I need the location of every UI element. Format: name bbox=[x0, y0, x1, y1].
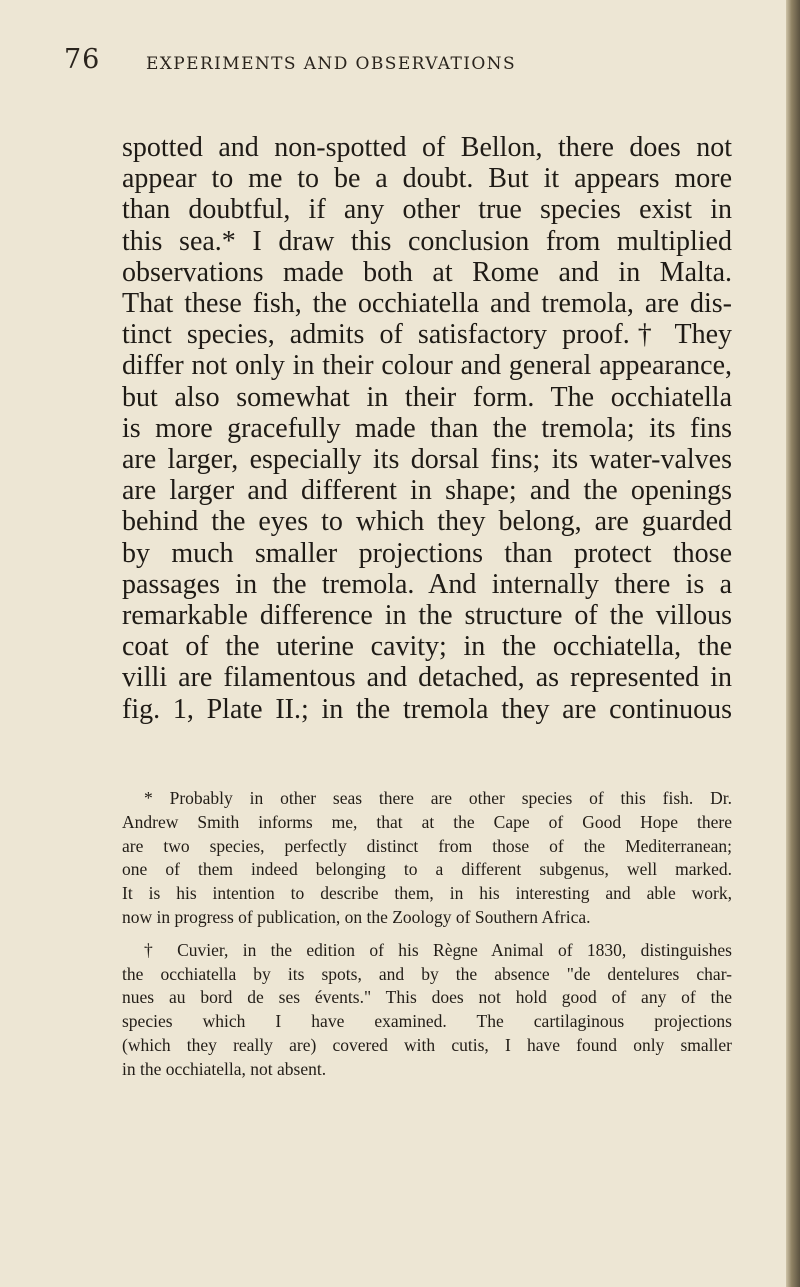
footnote-asterisk bbox=[122, 787, 732, 930]
body-line: passages in the tremola. And internally there is a bbox=[122, 568, 732, 600]
body-line: tinct species, admits of satisfactory proof.† They bbox=[122, 319, 732, 351]
body-line: coat of the uterine cavity; in the occhiatella, the bbox=[122, 631, 732, 663]
footnote-line: * Probably in other seas there are other species of this fish. Dr. bbox=[144, 788, 732, 808]
footnote-line: Andrew Smith informs me, that at the Cape of Good Hope there bbox=[122, 811, 732, 832]
footnotes bbox=[122, 787, 732, 1091]
body-line: spotted and non-spotted of Bellon, there does not bbox=[122, 132, 732, 163]
body-line: differ not only in their colour and general appearance, bbox=[122, 350, 732, 382]
footnote-line: one of them indeed belonging to a different subgenus, well marked. bbox=[122, 859, 732, 880]
footnote-line: now in progress of publication, on the Zoology of Southern Africa. bbox=[122, 906, 591, 927]
body-line: That these fish, the occhiatella and tremola, are dis- bbox=[122, 288, 732, 320]
page-number: 76 bbox=[64, 44, 101, 75]
footnote-line: are two species, perfectly distinct from those of the Mediterranean; bbox=[122, 835, 732, 856]
body-line: behind the eyes to which they belong, are guarded bbox=[122, 506, 732, 538]
footnote-line: in the occhiatella, not absent. bbox=[122, 1058, 327, 1079]
body-line: but also somewhat in their form. The occhiatella bbox=[122, 381, 732, 413]
footnote-line: species which I have examined. The cartilaginous projections bbox=[122, 1011, 732, 1032]
footnote-line: nues au bord de ses évents." This does not hold good of any of the bbox=[122, 987, 732, 1008]
body-line: villi are filamentous and detached, as represented in bbox=[122, 662, 732, 694]
running-head: EXPERIMENTS AND OBSERVATIONS bbox=[146, 54, 517, 74]
page-edge-shadow bbox=[786, 0, 800, 1287]
footnote-line: † Cuvier, in the edition of his Règne Animal of 1830, distinguishes bbox=[144, 939, 732, 960]
footnote-line: the occhiatella by its spots, and by the absence "de dentelures char- bbox=[122, 963, 732, 984]
body-line: is more gracefully made than the tremola; its fins bbox=[122, 412, 732, 444]
body-line: than doubtful, if any other true species exist in bbox=[122, 194, 732, 226]
body-line: this sea.* I draw this conclusion from multiplied bbox=[122, 225, 732, 257]
body-line: are larger, especially its dorsal fins; its water-valves bbox=[122, 444, 732, 476]
body-line: remarkable difference in the structure of the villous bbox=[122, 600, 732, 632]
body-line: observations made both at Rome and in Malta. bbox=[122, 256, 732, 288]
footnote-line: (which they really are) covered with cutis, I have found only smaller bbox=[122, 1034, 732, 1055]
body-line: are larger and different in shape; and the openings bbox=[122, 475, 732, 507]
footnote-dagger bbox=[122, 939, 732, 1082]
body-line: fig. 1, Plate II.; in the tremola they are continuous bbox=[122, 693, 732, 725]
body-line: appear to me to be a doubt. But it appears more bbox=[122, 163, 732, 195]
body-text bbox=[122, 132, 732, 725]
footnote-line: It is his intention to describe them, in his interesting and able work, bbox=[122, 883, 732, 904]
body-line: by much smaller projections than protect those bbox=[122, 537, 732, 569]
